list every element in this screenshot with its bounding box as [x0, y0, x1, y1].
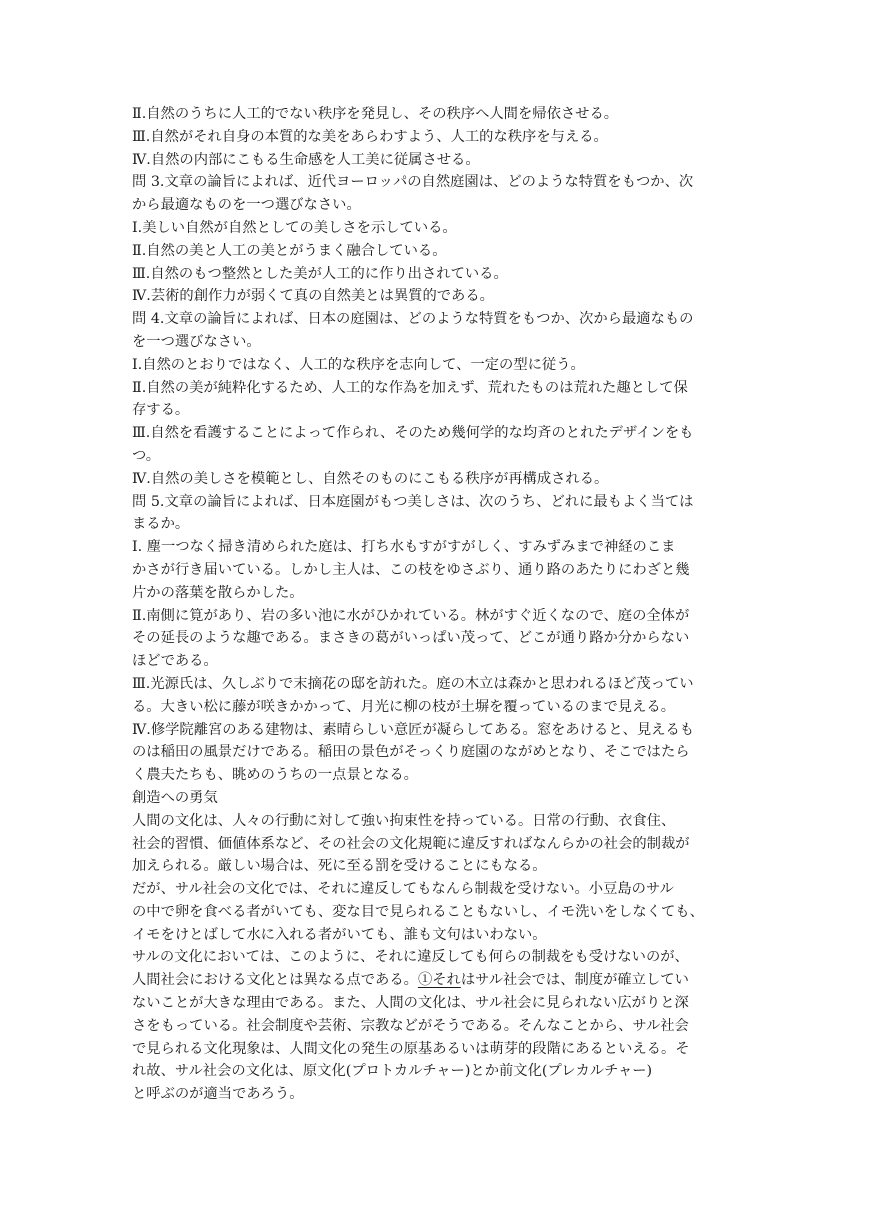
- text-line: イモをけとばして水に入れる者がいても、誰も文句はいわない。: [132, 926, 547, 943]
- underlined-reference-line: [132, 969, 738, 992]
- underlined-reference: ①それ: [417, 972, 461, 989]
- choice-line: Ⅲ.自然のもつ整然とした美が人工的に作り出されている。: [132, 265, 508, 282]
- text-line: れ故、サル社会の文化は、原文化(プロトカルチャー)とか前文化(プレカルチャー): [132, 1063, 653, 1080]
- choice-line: Ⅱ.南側に筧があり、岩の多い池に水がひかれている。林がすぐ近くなので、庭の全体が: [132, 607, 690, 624]
- text-line: 人間の文化は、人々の行動に対して強い拘束性を持っている。日常の行動、衣食住、: [132, 812, 676, 829]
- choice-line: Ⅰ.自然のとおりではなく、人工的な秩序を志向して、一定の型に従う。: [132, 356, 585, 373]
- text-line: で見られる文化現象は、人間文化の発生の原基あるいは萌芽的段階にあるといえる。そ: [132, 1040, 690, 1057]
- question-5-line: 問 5.文章の論旨によれば、日本庭園がもつ美しさは、次のうち、どれに最もよく当ては: [132, 493, 694, 510]
- text-line: ないことが大きな理由である。また、人間の文化は、サル社会に見られない広がりと深: [132, 995, 689, 1012]
- choice-line: Ⅲ.光源氏は、久しぶりで末摘花の邸を訪れた。庭の木立は森かと思われるほど茂ってい: [132, 675, 694, 692]
- text-line: サルの文化においては、このように、それに違反しても何らの制裁をも受けないのが、: [132, 949, 689, 966]
- choice-line: Ⅳ.自然の美しさを模範とし、自然そのものにこもる秩序が再構成される。: [132, 470, 609, 487]
- choice-line: Ⅳ.芸術的創作力が弱くて真の自然美とは異質的である。: [132, 288, 494, 305]
- text-line: かさが行き届いている。しかし主人は、この枝をゆさぶり、通り路のあたりにわざと幾: [132, 561, 690, 578]
- question-3-line: 問 3.文章の論旨によれば、近代ヨーロッパの自然庭園は、どのような特質をもつか、次: [132, 174, 694, 191]
- text-line: まるか。: [132, 516, 190, 533]
- text-line: Ⅱ.自然のうちに人工的でない秩序を発見し、その秩序へ人間を帰依させる。: [132, 106, 619, 122]
- text-line: 片かの落葉を散らかした。: [132, 584, 304, 601]
- section-heading: 創造への勇気: [132, 789, 218, 806]
- text-segment: はサル社会では、制度が確立してい: [460, 972, 689, 989]
- text-line: る。大きい松に藤が咲きかかって、月光に柳の枝が土塀を覆っているのまで見える。: [132, 698, 675, 715]
- text-segment: 人間社会における文化とは異なる点である。: [132, 972, 418, 989]
- text-line: を一つ選びなさい。: [132, 333, 261, 350]
- text-line: その延長のような趣である。まさきの葛がいっぱい茂って、どこが通り路か分からない: [132, 630, 690, 647]
- choice-line: Ⅳ.修学院離宮のある建物は、素晴らしい意匠が凝らしてある。窓をあけると、見えるも: [132, 721, 695, 738]
- text-line: Ⅲ.自然がそれ自身の本質的な美をあらわすよう、人工的な秩序を与える。: [132, 128, 608, 145]
- question-4-line: 問 4.文章の論旨によれば、日本の庭園は、どのような特質をもつか、次から最適なもの: [132, 311, 694, 328]
- text-line: つ。: [132, 447, 161, 464]
- document-text: [132, 103, 738, 1106]
- text-line: から最適なものを一つ選びなさい。: [132, 197, 361, 214]
- choice-line: Ⅲ.自然を看護することによって作られ、そのため幾何学的な均斉のとれたデザインをも: [132, 425, 694, 442]
- text-line: のは稲田の風景だけである。稲田の景色がそっくり庭園のながめとなり、そこではたら: [132, 744, 690, 761]
- text-line: と呼ぶのが適当であろう。: [132, 1086, 304, 1103]
- choice-line: Ⅱ.自然の美が純粋化するため、人工的な作為を加えず、荒れたものは荒れた趣として保: [132, 379, 688, 396]
- text-line: Ⅳ.自然の内部にこもる生命感を人工美に従属させる。: [132, 151, 480, 168]
- choice-line: Ⅰ. 塵一つなく掃き清められた庭は、打ち水もすがすがしく、すみずみまで神経のこま: [132, 539, 676, 556]
- choice-line: Ⅰ.美しい自然が自然としての美しさを示している。: [132, 219, 457, 236]
- text-line: だが、サル社会の文化では、それに違反してもなんら制裁を受けない。小豆島のサル: [132, 881, 674, 898]
- text-line: ほどである。: [132, 653, 218, 670]
- text-line: く農夫たちも、眺めのうちの一点景となる。: [132, 767, 418, 784]
- text-line: の中で卵を食べる者がいても、変な目で見られることもないし、イモ洗いをしなくても、: [132, 903, 704, 920]
- text-line: さをもっている。社会制度や芸術、宗教などがそうである。そんなことから、サル社会: [132, 1017, 689, 1034]
- text-line: 加えられる。厳しい場合は、死に至る罰を受けることにもなる。: [132, 858, 547, 875]
- text-line: 社会的習慣、価値体系など、その社会の文化規範に違反すればなんらかの社会的制裁が: [132, 835, 690, 852]
- choice-line: Ⅱ.自然の美と人工の美とがうまく融合している。: [132, 242, 447, 259]
- text-line: 存する。: [132, 402, 190, 419]
